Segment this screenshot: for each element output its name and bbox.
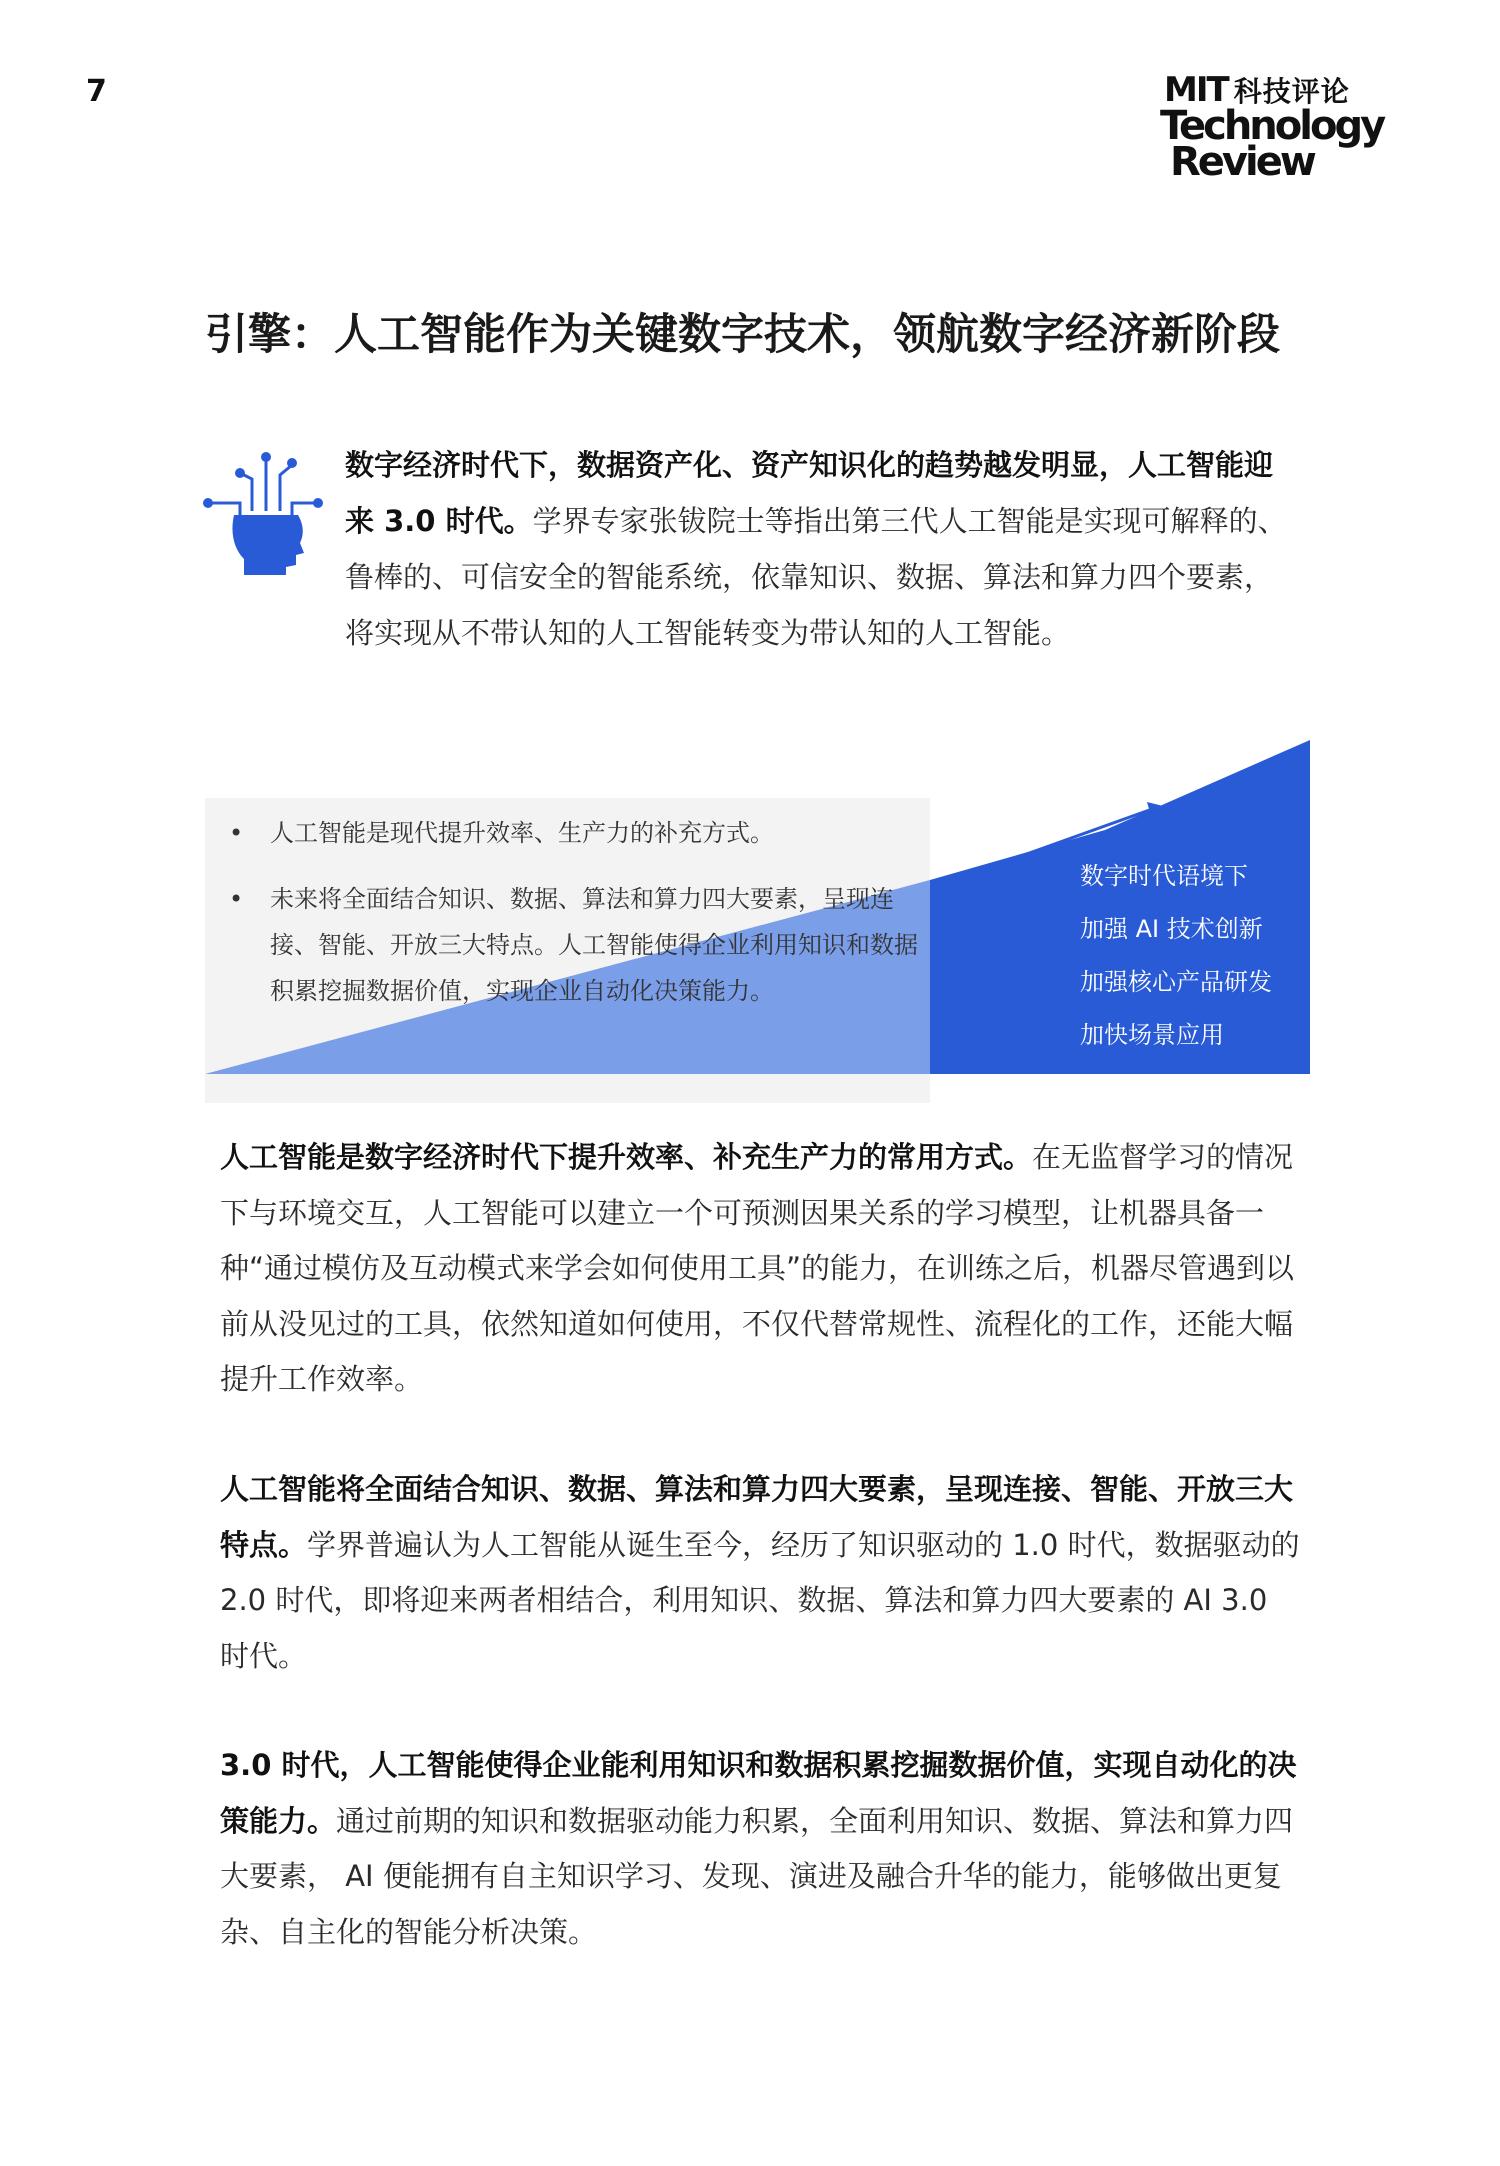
graphic-bullet-list (225, 810, 925, 1034)
mit-technology-review-logo (1160, 70, 1384, 185)
bullet-dot: • (229, 885, 244, 913)
growth-graphic (205, 740, 1310, 1105)
list-item: 加强核心产品研发 (1080, 968, 1272, 996)
list-item: 加快场景应用 (1080, 1021, 1224, 1049)
bullet-dot: • (229, 819, 244, 847)
logo-technology: Technology (1160, 103, 1384, 149)
paragraph-text: 学界普遍认为人工智能从诞生至今，经历了知识驱动的 1.0 时代，数据驱动的 2.0 时代，即将迎来两者相结合，利用知识、数据、算法和算力四大要素的 AI 3.0 时代。 (220, 1527, 1300, 1673)
body-paragraph-1 (220, 1130, 1305, 1408)
paragraph-text: 通过前期的知识和数据驱动能力积累，全面利用知识、数据、算法和算力四大要素， AI 便能拥有自主知识学习、发现、演进及融合升华的能力，能够做出更复杂、自主化的智能分析决策。 (220, 1803, 1294, 1949)
paragraph-lead: 人工智能将全面结合知识、数据、算法和算力四大要素，呈现连接、智能、开放三大特点。 (220, 1472, 1294, 1562)
paragraph-text: 在无监督学习的情况下与环境交互，人工智能可以建立一个可预测因果关系的学习模型，让机器具备一种“通过模仿及互动模式来学会如何使用工具”的能力，在训练之后，机器尽管遇到以前从没见过的工具，依然知道如何使用，不仅代替常规性、流程化的工作，还能大幅提升工作效率。 (220, 1140, 1295, 1396)
body-paragraph-2 (220, 1462, 1305, 1684)
paragraph-lead: 人工智能是数字经济时代下提升效率、补充生产力的常用方式。 (220, 1140, 1033, 1174)
list-item: • 人工智能是现代提升效率、生产力的补充方式。 (225, 810, 925, 856)
page-title: 引擎：人工智能作为关键数字技术，领航数字经济新阶段 (205, 310, 1280, 360)
strategy-points (1080, 850, 1300, 1062)
paragraph-lead: 3.0 时代，人工智能使得企业能利用知识和数据积累挖掘数据价值，实现自动化的决策能力。 (220, 1748, 1297, 1838)
logo-mit: MIT (1164, 70, 1228, 110)
list-item: • 未来将全面结合知识、数据、算法和算力四大要素，呈现连接、智能、开放三大特点。人工智能使得企业利用知识和数据积累挖掘数据价值，实现企业自动化决策能力。 (225, 876, 925, 1014)
ai-head-icon (200, 445, 330, 575)
list-item: 加强 AI 技术创新 (1080, 915, 1263, 943)
intro-text: 学界专家张钹院士等指出第三代人工智能是实现可解释的、鲁棒的、可信安全的智能系统，依靠知识、数据、算法和算力四个要素， 将实现从不带认知的人工智能转变为带认知的人工智能。 (345, 504, 1287, 650)
page-number: 7 (86, 74, 107, 109)
intro-bold: 数字经济时代下，数据资产化、资产知识化的趋势越发明显，人工智能迎来 3.0 时代。 (345, 448, 1274, 538)
logo-chinese: 科技评论 (1233, 75, 1350, 108)
body-paragraph-3 (220, 1738, 1305, 1960)
intro-paragraph (345, 437, 1295, 661)
list-item: 数字时代语境下 (1080, 862, 1248, 890)
logo-review: Review (1170, 139, 1314, 185)
